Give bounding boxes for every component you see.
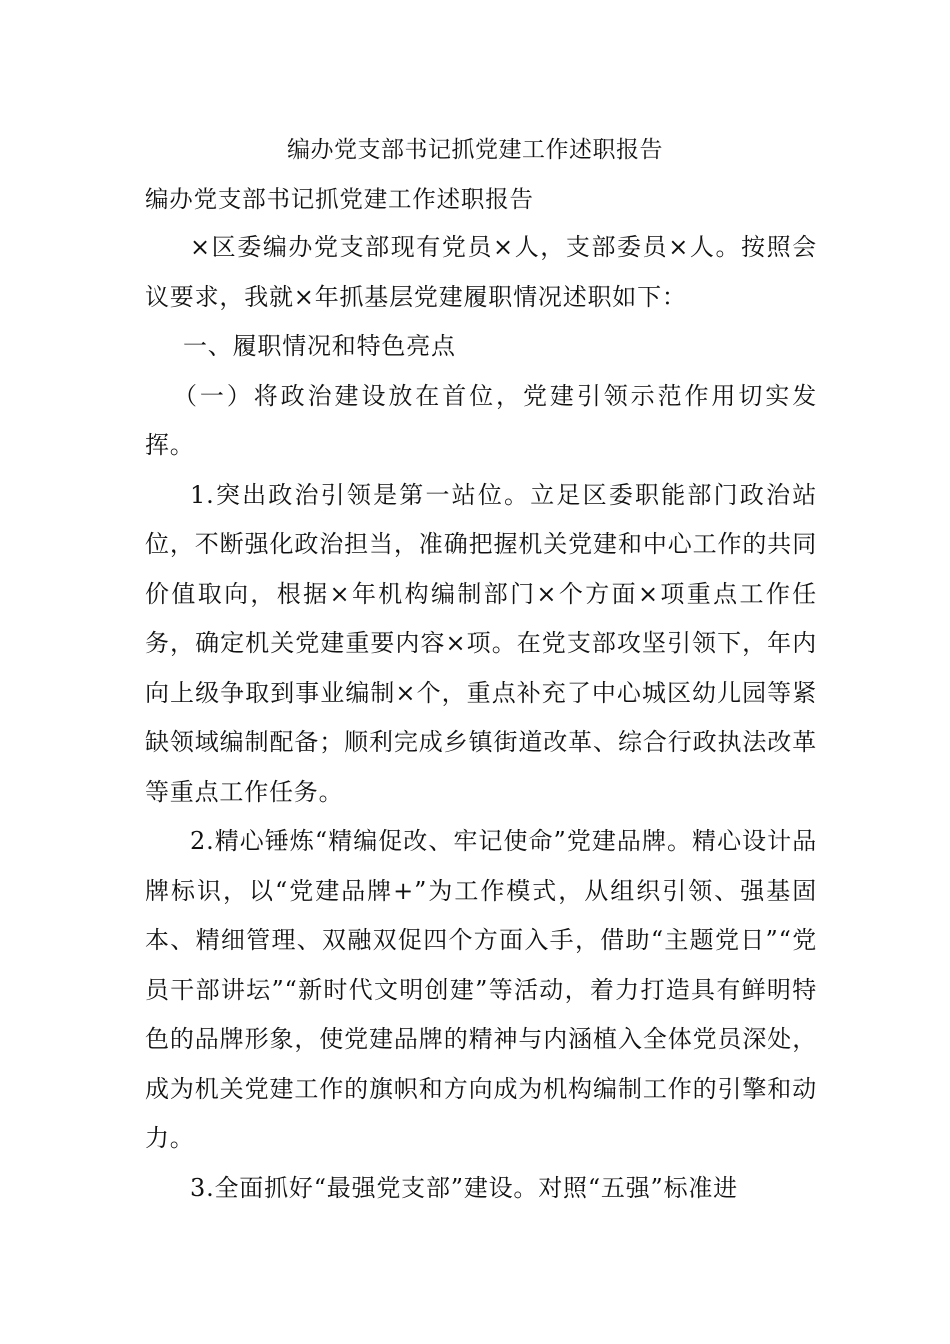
document-subtitle: 编办党支部书记抓党建工作述职报告: [145, 185, 534, 213]
section-heading: 一、履职情况和特色亮点: [183, 332, 456, 360]
body-paragraph: 3.全面抓好“最强党支部”建设。对照“五强”标准进: [190, 1173, 738, 1202]
body-paragraph: 1.突出政治引领是第一站位。立足区委职能部门政治站位，不断强化政治担当，准确把握机关党建和中心工作的共同价值取向，根据×年机构编制部门×个方面×项重点工作任务，确定机关党建重要内容×项。在党支部攻坚引领下，年内向上级争取到事业编制×个，重点补充了中心城区幼儿园等紧缺领域编制配备；顺利完成乡镇街道改革、综合行政执法改革等重点工作任务。: [145, 480, 817, 806]
document-title: 编办党支部书记抓党建工作述职报告: [287, 137, 663, 163]
document-body: [145, 176, 817, 1213]
body-paragraph: 2.精心锤炼“精编促改、牢记使命”党建品牌。精心设计品牌标识，以“党建品牌+”为工作模式，从组织引领、强基固本、精细管理、双融双促四个方面入手，借助“主题党日”“党员干部讲坛”“新时代文明创建”等活动，着力打造具有鲜明特色的品牌形象，使党建品牌的精神与内涵植入全体党员深处，成为机关党建工作的旗帜和方向成为机构编制工作的引擎和动力。: [145, 827, 817, 1152]
subsection-heading: （一）将政治建设放在首位，党建引领示范作用切实发挥。: [145, 381, 817, 459]
intro-paragraph: ×区委编办党支部现有党员×人，支部委员×人。按照会议要求，我就×年抓基层党建履职情况述职如下：: [145, 233, 817, 311]
